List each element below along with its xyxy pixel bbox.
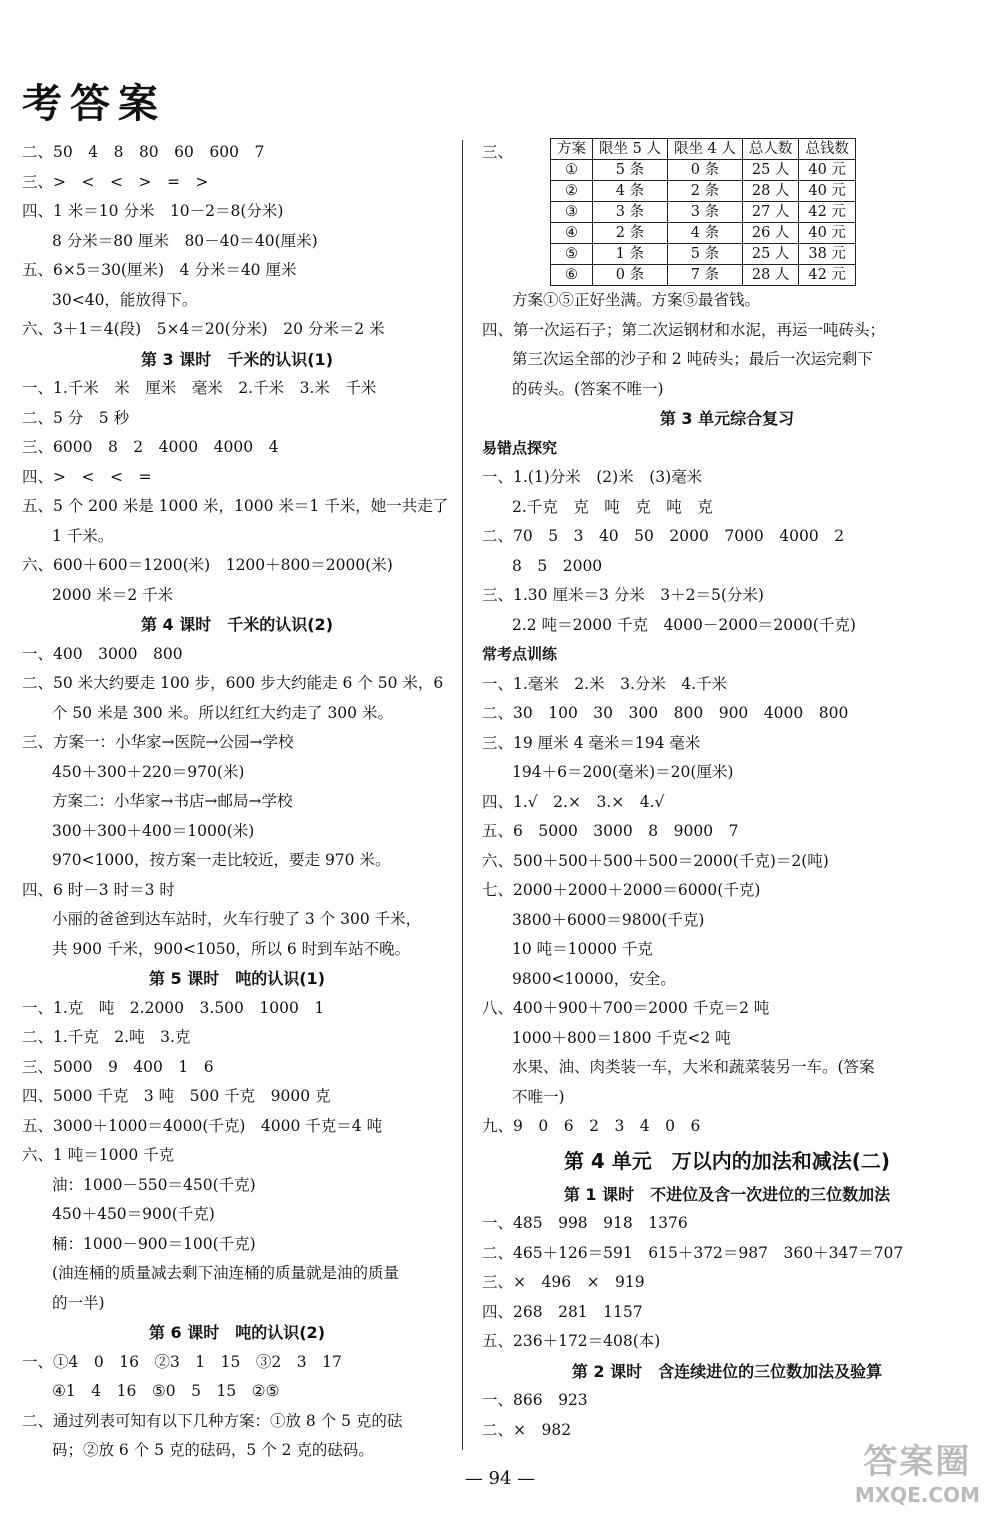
table-row [551,223,856,244]
table-cell: ⑥ [551,265,593,286]
answer-line: 二、30 100 30 300 800 900 4000 800 [482,704,849,722]
answer-line: 8 5 2000 [512,556,603,575]
table-cell: ⑤ [551,244,593,265]
answer-line: 三、19 厘米 4 毫米＝194 毫米 [482,733,701,752]
watermark-top: 答案圈 [863,1442,972,1482]
answer-line: 四、第一次运石子；第二次运钢材和水泥，再运一吨砖头； [482,320,886,339]
answer-line: 四、> < < = [22,467,152,486]
answer-line: 方案①⑤正好坐满。方案⑤最省钱。 [512,291,761,309]
table-label: 三、 [482,143,514,161]
answer-line: 一、1.克 吨 2.2000 3.500 1000 1 [22,998,325,1017]
table-cell: 4 条 [667,223,742,244]
answer-line: 五、3000＋1000＝4000(千克) 4000 千克＝4 吨 [22,1116,383,1135]
answer-line: 1000＋800＝1800 千克<2 吨 [512,1028,731,1047]
section-heading: 第 3 单元综合复习 [659,409,795,428]
section-heading: 第 2 课时 含连续进位的三位数加法及验算 [571,1361,883,1381]
section-heading: 第 5 课时 吨的认识(1) [148,969,326,988]
right-column-lines [482,286,972,1445]
table-row [551,181,856,202]
table-cell: 40 元 [799,160,856,181]
answer-line: 个 50 米是 300 米。所以红红大约走了 300 米。 [52,703,393,722]
table-row [551,202,856,223]
right-column [482,138,972,1445]
table-cell: 42 元 [799,265,856,286]
answer-line: 二、50 4 8 80 60 600 7 [22,143,265,161]
answer-line: 第三次运全部的沙子和 2 吨砖头；最后一次运完剩下 [512,350,873,368]
left-column [22,138,452,1466]
answer-line: 194＋6＝200(毫米)＝20(厘米) [512,763,734,781]
table-cell: ② [551,181,593,202]
answer-line: 三、1.30 厘米＝3 分米 3＋2＝5(分米) [482,586,764,604]
section-heading: 第 3 课时 千米的认识(1) [140,349,334,369]
column-divider [462,140,463,1450]
answer-line: 六、600＋600＝1200(米) 1200＋800＝2000(米) [22,556,393,574]
table-header-cell: 总人数 [742,139,799,160]
watermark-logo [855,1434,980,1507]
answer-line: ④1 4 16 ⑤0 5 15 ②⑤ [52,1382,280,1400]
table-row [551,160,856,181]
section-heading: 第 1 课时 不进位及含一次进位的三位数加法 [563,1184,891,1204]
answer-line: 10 吨＝10000 千克 [512,940,653,958]
answer-line: 七、2000＋2000＋2000＝6000(千克) [482,881,761,899]
table-header-cell: 方案 [551,139,593,160]
answer-line: 四、268 281 1157 [482,1302,643,1321]
answer-line: 一、1.(1)分米 (2)米 (3)毫米 [482,468,703,486]
table-cell: 25 人 [742,160,799,181]
answer-line: 一、485 998 918 1376 [482,1214,688,1232]
table-cell: 40 元 [799,181,856,202]
table-cell: 40 元 [799,223,856,244]
table-cell: 26 人 [742,223,799,244]
answer-line: 四、1.√ 2.× 3.× 4.√ [482,792,665,811]
answer-line: 桶：1000－900＝100(千克) [52,1234,256,1253]
answer-line: (油连桶的质量减去剩下油连桶的质量就是油的质量 [52,1264,400,1282]
answer-line: 码；②放 6 个 5 克的砝码，5 个 2 克的砝码。 [52,1441,374,1459]
answer-line: 油：1000－550＝450(千克) [52,1175,256,1194]
plan-table [550,138,856,286]
answer-line: 三、> < < > = > [22,172,209,191]
table-cell: ④ [551,223,593,244]
table-cell: 3 条 [667,202,742,223]
table-header-cell: 总钱数 [799,139,856,160]
table-cell: ③ [551,202,593,223]
answer-line: 450＋300＋220＝970(米) [52,762,245,781]
answer-line: 六、500＋500＋500＋500＝2000(千克)＝2(吨) [482,851,829,870]
watermark-bottom: MXQE.COM [854,1483,980,1507]
answer-line: 三、5000 9 400 1 6 [22,1057,214,1076]
answer-line: 二、70 5 3 40 50 2000 7000 4000 2 [482,527,845,545]
answer-line: 三、6000 8 2 4000 4000 4 [22,438,279,456]
table-cell: 3 条 [593,202,668,223]
section-heading: 第 6 课时 吨的认识(2) [148,1323,326,1342]
table-cell: 2 条 [667,181,742,202]
section-subheading: 易错点探究 [482,438,558,457]
table-cell: 38 元 [799,244,856,265]
answer-line: 一、1.千米 米 厘米 毫米 2.千米 3.米 千米 [22,379,377,397]
table-cell: 5 条 [593,160,668,181]
table-cell: ① [551,160,593,181]
answer-line: 一、866 923 [482,1391,588,1409]
answer-line: 五、6 5000 3000 8 9000 7 [482,822,739,840]
answer-line: 一、400 3000 800 [22,644,183,663]
answer-line: 不唯一) [512,1087,565,1106]
answer-line: 四、5000 千克 3 吨 500 千克 9000 克 [22,1087,331,1105]
answer-line: 3800＋6000＝9800(千克) [512,910,705,929]
answer-line: 2.2 吨＝2000 千克 4000－2000＝2000(千克) [512,615,856,634]
section-subheading: 常考点训练 [482,645,558,663]
answer-line: 9800<10000，安全。 [512,969,676,988]
answer-line: 的一半) [52,1293,105,1312]
table-row [551,265,856,286]
table-cell: 28 人 [742,265,799,286]
table-cell: 4 条 [593,181,668,202]
plan-table-block [482,138,972,286]
table-cell: 7 条 [667,265,742,286]
answer-line: 四、6 时－3 时＝3 时 [22,880,175,899]
answer-line: 三、× 496 × 919 [482,1273,645,1291]
answer-line: 970<1000，按方案一走比较近，要走 970 米。 [52,851,391,869]
answer-line: 二、50 米大约要走 100 步，600 步大约能走 6 个 50 米，6 [22,674,444,692]
table-cell: 0 条 [667,160,742,181]
table-header-cell: 限坐 4 人 [667,139,742,160]
answer-line: 六、1 吨＝1000 千克 [22,1146,175,1164]
answer-line: 二、1.千克 2.吨 3.克 [22,1028,191,1046]
answer-line: 八、400＋900＋700＝2000 千克＝2 吨 [482,999,770,1017]
answer-line: 2.千克 克 吨 克 吨 克 [512,497,713,516]
table-cell: 42 元 [799,202,856,223]
answer-line: 方案二：小华家→书店→邮局→学校 [52,792,293,810]
answer-line: 一、1.毫米 2.米 3.分米 4.千米 [482,674,728,693]
answer-line: 九、9 0 6 2 3 4 0 6 [482,1117,701,1135]
answer-line: 五、6×5＝30(厘米) 4 分米＝40 厘米 [22,261,297,279]
answer-line: 二、5 分 5 秒 [22,408,130,427]
table-cell: 27 人 [742,202,799,223]
answer-line: 8 分米＝80 厘米 80－40＝40(厘米) [52,231,318,250]
answer-line: 共 900 千米，900<1050，所以 6 时到车站不晚。 [52,939,411,958]
table-cell: 1 条 [593,244,668,265]
answer-line: 的砖头。(答案不唯一) [512,379,664,398]
answer-line: 水果、油、肉类装一车，大米和蔬菜装另一车。(答案 [512,1058,875,1076]
answer-line: 30<40，能放得下。 [52,290,198,309]
answer-line: 二、通过列表可知有以下几种方案：①放 8 个 5 克的砝 [22,1411,403,1430]
answer-line: 二、465＋126＝591 615＋372＝987 360＋347＝707 [482,1243,904,1262]
table-cell: 0 条 [593,265,668,286]
answer-line: 二、× 982 [482,1420,572,1439]
table-header-row [551,139,856,160]
answer-line: 四、1 米＝10 分米 10－2＝8(分米) [22,202,284,220]
answer-line: 小丽的爸爸到达车站时，火车行驶了 3 个 300 千米， [52,910,422,928]
section-heading: 第 4 单元 万以内的加法和减法(二) [563,1148,891,1173]
answer-line: 2000 米＝2 千米 [52,585,174,604]
section-heading: 第 4 课时 千米的认识(2) [140,615,334,634]
answer-line: 一、①4 0 16 ②3 1 15 ③2 3 17 [22,1352,342,1371]
table-cell: 28 人 [742,181,799,202]
answer-line: 450＋450＝900(千克) [52,1205,215,1223]
answer-line: 1 千米。 [52,526,114,545]
table-cell: 2 条 [593,223,668,244]
answer-line: 五、5 个 200 米是 1000 米，1000 米＝1 千米，她一共走了 [22,497,449,515]
table-row [551,244,856,265]
table-cell: 25 人 [742,244,799,265]
page-title: 考答案 [22,81,166,127]
answer-line: 300＋300＋400＝1000(米) [52,821,255,840]
answer-line: 五、236＋172＝408(本) [482,1332,661,1350]
page-number: — 94 — [464,1468,536,1489]
table-cell: 5 条 [667,244,742,265]
answer-line: 六、3＋1＝4(段) 5×4＝20(分米) 20 分米＝2 米 [22,320,385,338]
answer-line: 三、方案一：小华家→医院→公园→学校 [22,733,294,751]
table-header-cell: 限坐 5 人 [593,139,668,160]
